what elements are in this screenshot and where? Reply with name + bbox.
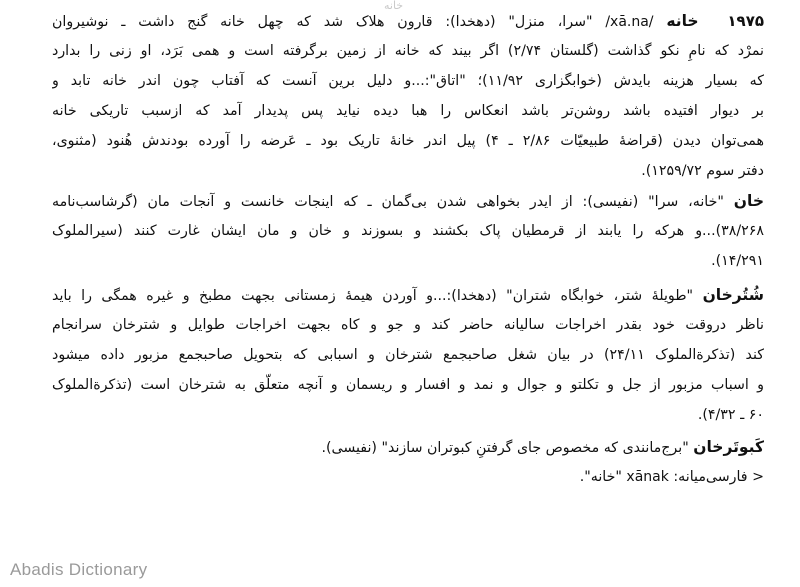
entry-number: ۱۹۷۵ bbox=[727, 12, 764, 30]
entry-khane-line-2: نمرْد که نامِ نکو گذاشت (گلستان ۲/۷۴) اگر بیند که خانه از زمین برگرفته است و همی بَرَد، او زنی را بدارد bbox=[52, 43, 764, 59]
headword-kabutarkhan: کَبوتَرخان bbox=[693, 438, 764, 456]
entry-shotorkhan-line-5: ۶۰ ـ ۴/۳۲). bbox=[697, 407, 764, 423]
entry-khan-line-1 bbox=[52, 186, 764, 216]
middle-persian-line bbox=[52, 462, 764, 492]
entry-khan-line-3: ۱۴/۲۹۱). bbox=[711, 253, 764, 269]
entry-khane-line-5: همی‌توان دیدن (قراضهٔ طبیعیّات ۲/۸۶ ـ ۴) پیل اندر خانهٔ تاریک بود ـ عَرضه را آورده بودندش هُنود (مثنوی، bbox=[52, 133, 764, 149]
entry-shotorkhan-text-1: "طویلهٔ شتر، خوابگاه شتران" (دهخدا):...و آوردن هیمهٔ زمستانی بجهت مطبخ و غیره همگی را باید bbox=[52, 288, 694, 304]
headword-khan: خان bbox=[733, 192, 764, 210]
headword-khane: خانه bbox=[666, 12, 699, 30]
entry-khane-line-6: دفتر سوم ۱۲۵۹/۷۲). bbox=[641, 163, 764, 179]
entry-khan-text-1: "خانه، سرا" (نفیسی): از ایدر بخواهی شدن بی‌گمان ـ که اینجات خانست و آنجات مان (گرشاسب‌نامه bbox=[52, 194, 724, 210]
etymology-gloss: "خانه". bbox=[579, 469, 622, 485]
entry-shotorkhan-line-2: ناظر دروقت خود بقدر اخراجات سالیانه حاضر کند و جو و کاه بجهت اخراجات طوایل و شترخان سرانجام bbox=[52, 317, 764, 333]
entry-khane-line-3: که بسیار هزینه بایدش (خوابگزاری ۱۱/۹۲)؛ "اتاق":...و دلیل برین آنست که آفتاب چون اندر خانه تابد و bbox=[52, 73, 764, 89]
entry-khan-line-2: ۳۸/۲۶۸)...و هرکه را یابند از قرمطیان پاک بکشند و بسوزند و خان و مان ایشان غارت کنند (سیرالملوک bbox=[52, 223, 764, 239]
entry-shotorkhan-line-4: و اسباب مزبور از جل و تکلتو و جوال و نمد و افسار و ریسمان و آنچه متعلّق به شترخان است (تذکرةالملوک bbox=[52, 377, 764, 393]
entry-khane-line-4: بر دیوار افتیده باشد روشن‌تر باشد انعکاس را هبا دیده نیاید پس پدیدار آمد که ازسبب تاریکی خانه bbox=[52, 103, 764, 119]
entry-shotorkhan-line-1 bbox=[52, 280, 764, 310]
transliteration: /xā.na/ bbox=[605, 14, 654, 30]
headword-shotorkhan: شُتُرخان bbox=[702, 286, 764, 304]
entry-khane-line-1 bbox=[52, 6, 764, 36]
entry-kabutarkhan-text-1: "برج‌مانندی که مخصوص جای گرفتنِ کبوتران سازند" (نفیسی). bbox=[321, 440, 689, 456]
etymology-label: فارسی‌میانه: bbox=[673, 469, 748, 485]
etymology-word: xānak bbox=[626, 469, 669, 485]
entry-kabutarkhan-line-1 bbox=[52, 432, 764, 462]
entry-khane-text-1: "سرا، منزل" (دهخدا): قارون هلاک شد که چهل خانه گنج داشت ـ نوشیروان bbox=[52, 14, 593, 30]
etymology-arrow: < bbox=[752, 469, 764, 485]
entry-shotorkhan-line-3: کند (تذکرةالملوک ۲۴/۱۱) در بیان شغل صاحبجمع شترخان و اسبابی که بتحویل صاحبجمع مزبور داده میشود bbox=[52, 347, 764, 363]
watermark-bottom: Abadis Dictionary bbox=[10, 560, 148, 579]
watermark-top: خانه bbox=[384, 0, 404, 12]
